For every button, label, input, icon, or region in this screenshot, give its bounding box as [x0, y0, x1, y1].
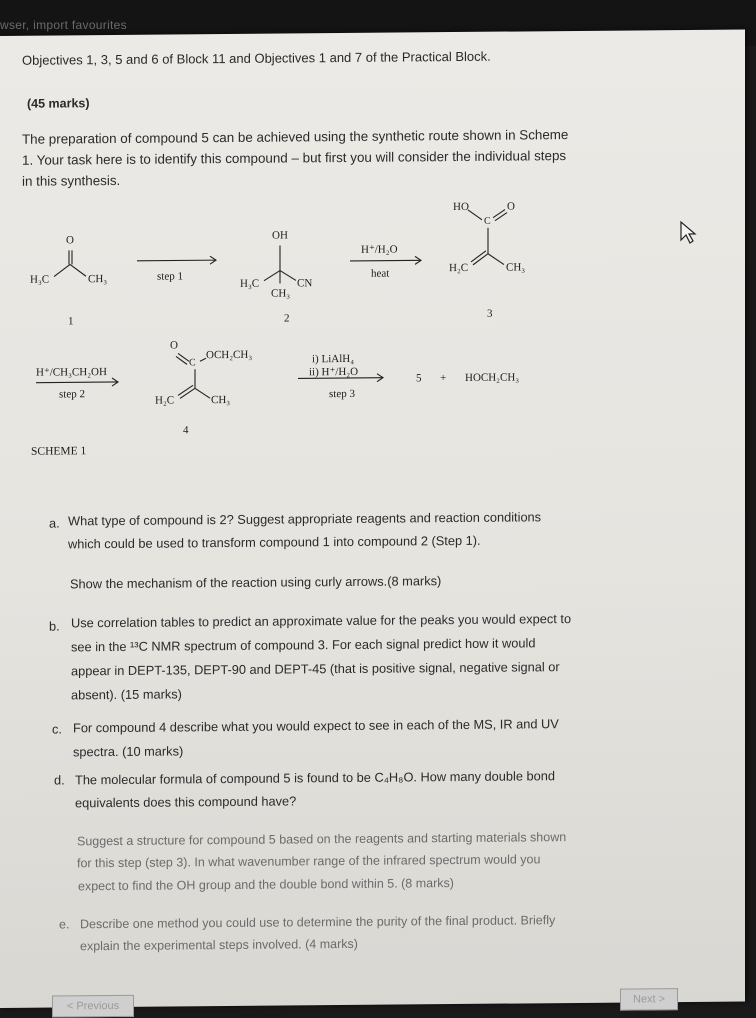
question-c-line-1: For compound 4 describe what you would expect to see in each of the MS, IR and UV — [73, 716, 559, 736]
question-b-line-2: see in the ¹³C NMR spectrum of compound 3. For each signal predict how it would — [71, 635, 536, 655]
compound-3-number: 3 — [487, 307, 493, 320]
arrow-step-2 — [36, 382, 118, 383]
question-c-line-2: spectra. (10 marks) — [73, 743, 184, 760]
question-b-letter: b. — [49, 618, 60, 634]
bond-c4-left — [180, 388, 195, 398]
c4-och2ch3: OCH₂CH₃ — [206, 348, 253, 362]
bond-c3-o — [493, 210, 505, 218]
c2-oh: OH — [272, 229, 288, 242]
plus-sign: + — [440, 372, 447, 385]
question-a-line-3: Show the mechanism of the reaction using curly arrows.(8 marks) — [70, 573, 442, 592]
bond-c4-o — [178, 353, 189, 361]
question-d-line-4: for this step (step 3). In what wavenumber range of the infrared spectrum would you — [77, 852, 541, 871]
compound-2-number: 2 — [284, 312, 290, 325]
bond-c3-ho — [468, 210, 482, 220]
product-5: 5 — [416, 372, 422, 385]
c1-oxygen: O — [66, 234, 74, 247]
bond-c2-right — [280, 270, 296, 280]
scheme-label: SCHEME 1 — [31, 445, 87, 458]
question-b-line-3: appear in DEPT-135, DEPT-90 and DEPT-45 (that is positive signal, negative signal or — [71, 659, 560, 679]
question-d-line-5: expect to find the OH group and the double bond within 5. (8 marks) — [78, 876, 454, 894]
step-2-reagent: H⁺/CH₃CH₂OH — [36, 366, 107, 379]
scheme-bonds — [0, 29, 745, 456]
hydrolysis-condition: heat — [371, 267, 390, 280]
assignment-page — [0, 29, 745, 1013]
c1-h3c: H₃C — [30, 273, 50, 286]
c3-ch3: CH₃ — [506, 261, 526, 274]
bond-c3-o-2 — [495, 213, 507, 221]
bond-c3-right — [488, 254, 504, 265]
step-3-reagent-2: ii) H⁺/H₂O — [309, 365, 359, 379]
c3-h2c: H₂C — [449, 261, 469, 275]
c1-ch3: CH₃ — [88, 273, 108, 286]
question-a-letter: a. — [49, 515, 60, 531]
question-c-letter: c. — [52, 721, 62, 737]
marks-text: (45 marks) — [27, 96, 90, 111]
intro-line-2: 1. Your task here is to identify this compound – but first you will consider the individual steps — [22, 148, 567, 168]
step-2-label: step 2 — [59, 388, 85, 401]
next-button[interactable]: Next > — [620, 988, 678, 1011]
bond-c1-right — [70, 264, 86, 276]
question-e-line-1: Describe one method you could use to determine the purity of the final product. Briefly — [80, 913, 556, 932]
arrow-step-1 — [137, 260, 216, 261]
hydrolysis-reagent: H⁺/H₂O — [361, 243, 398, 256]
bond-c2-left — [264, 271, 280, 281]
bond-c1-left — [54, 264, 70, 276]
compound-4-number: 4 — [183, 424, 189, 437]
c4-oxygen: O — [170, 339, 178, 352]
question-a-line-1: What type of compound is 2? Suggest appropriate reagents and reaction conditions — [68, 509, 542, 529]
question-b-line-4: absent). (15 marks) — [71, 686, 182, 703]
intro-line-1: The preparation of compound 5 can be achieved using the synthetic route shown in Scheme — [22, 127, 569, 147]
c4-ch3: CH₃ — [211, 393, 231, 407]
bond-c4-right — [195, 388, 210, 398]
c4-h2c: H₂C — [155, 394, 175, 407]
previous-button[interactable]: < Previous — [52, 995, 134, 1018]
c2-cn: CN — [297, 277, 313, 290]
c3-ho: HO — [453, 200, 469, 214]
question-b-line-1: Use correlation tables to predict an approximate value for the peaks you would expect to — [71, 611, 572, 631]
favourites-text: wser, import favourites — [0, 18, 127, 32]
question-d-line-1: The molecular formula of compound 5 is found to be C₄H₈O. How many double bond — [75, 768, 556, 788]
question-d-line-2: equivalents does this compound have? — [75, 793, 297, 811]
arrow-step-hydrolysis — [350, 260, 421, 261]
compound-1-number: 1 — [68, 315, 74, 328]
product-ethanol: HOCH₂CH₃ — [465, 371, 520, 384]
step-3-label: step 3 — [329, 387, 355, 401]
question-e-line-2: explain the experimental steps involved. (4 marks) — [80, 936, 358, 954]
c4-carbon: C — [189, 357, 196, 369]
c3-carbon: C — [484, 215, 491, 227]
question-a-line-2: which could be used to transform compound 1 into compound 2 (Step 1). — [68, 532, 481, 552]
c2-ch3: CH₃ — [271, 287, 291, 300]
question-e-letter: e. — [59, 917, 70, 932]
question-d-line-3: Suggest a structure for compound 5 based on the reagents and starting materials shown — [77, 830, 567, 849]
c2-h3c: H₃C — [240, 277, 260, 290]
mouse-cursor-icon — [679, 220, 697, 246]
intro-line-3: in this synthesis. — [22, 172, 121, 189]
bond-c4-o-2 — [176, 356, 187, 364]
bond-c4-left-2 — [178, 385, 193, 395]
step-3-reagent-1: i) LiAlH₄ — [312, 352, 355, 366]
objectives-text: Objectives 1, 3, 5 and 6 of Block 11 and Objectives 1 and 7 of the Practical Block. — [22, 48, 491, 68]
step-1-label: step 1 — [157, 270, 183, 283]
question-d-letter: d. — [54, 772, 65, 788]
c3-oxygen: O — [507, 200, 515, 213]
